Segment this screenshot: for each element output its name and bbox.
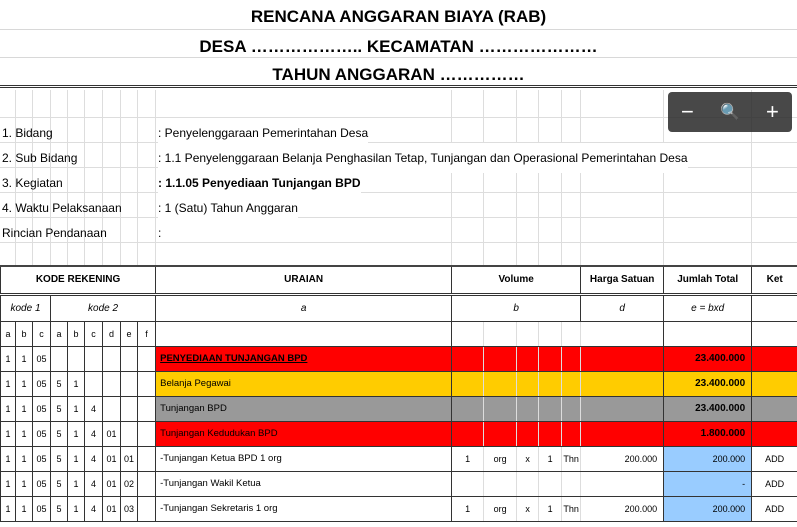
volume-cell bbox=[539, 371, 562, 396]
volume-cell: org bbox=[484, 446, 517, 471]
code-cell: 05 bbox=[33, 446, 51, 471]
info-sub-bidang bbox=[0, 143, 797, 168]
code-cell: 1 bbox=[68, 421, 85, 446]
volume-cell bbox=[484, 421, 517, 446]
code-cell: 1 bbox=[1, 446, 16, 471]
code-cell: 1 bbox=[16, 446, 33, 471]
table-row bbox=[1, 371, 797, 396]
volume-cell bbox=[539, 421, 562, 446]
jumlah-total-cell: 200.000 bbox=[664, 496, 752, 521]
uraian-cell: Tunjangan Kedudukan BPD bbox=[156, 421, 452, 446]
volume-cell bbox=[452, 396, 484, 421]
code-cell: 1 bbox=[68, 496, 85, 521]
subheader-kode2: kode 2 bbox=[51, 294, 156, 321]
code-cell: 5 bbox=[51, 421, 68, 446]
table-row bbox=[1, 471, 797, 496]
jumlah-total-cell: 23.400.000 bbox=[664, 371, 752, 396]
doc-subtitle-tahun: TAHUN ANGGARAN …………… bbox=[0, 58, 797, 88]
subheader-b: b bbox=[452, 294, 581, 321]
zoom-controls bbox=[668, 92, 792, 132]
code-cell: 4 bbox=[85, 471, 103, 496]
volume-cell bbox=[539, 346, 562, 371]
table-row bbox=[1, 496, 797, 521]
code-cell: 1 bbox=[68, 396, 85, 421]
code-cell: 5 bbox=[51, 471, 68, 496]
info-label: 3. Kegiatan bbox=[2, 176, 63, 190]
table-row bbox=[1, 421, 797, 446]
code-cell: 1 bbox=[68, 371, 85, 396]
harga-satuan-cell bbox=[581, 421, 664, 446]
table-row bbox=[1, 346, 797, 371]
zoom-reset-icon[interactable]: 🔍 bbox=[720, 104, 740, 121]
code-letter: c bbox=[85, 321, 103, 346]
header-kode-rekening: KODE REKENING bbox=[1, 266, 156, 294]
code-cell bbox=[121, 371, 138, 396]
harga-satuan-cell: 200.000 bbox=[581, 446, 664, 471]
volume-cell: 1 bbox=[539, 446, 562, 471]
code-cell bbox=[138, 371, 156, 396]
info-value: : bbox=[158, 226, 162, 240]
info-value: : 1.1 Penyelenggaraan Belanja Penghasilan Tetap, Tunjangan dan Operasional Pemerintahan Desa bbox=[158, 143, 688, 173]
code-cell bbox=[138, 471, 156, 496]
code-cell: 1 bbox=[16, 496, 33, 521]
subheader-kode1: kode 1 bbox=[1, 294, 51, 321]
header-ket: Ket bbox=[752, 266, 797, 294]
code-cell: 1 bbox=[1, 371, 16, 396]
volume-cell bbox=[517, 346, 539, 371]
jumlah-total-cell: 23.400.000 bbox=[664, 396, 752, 421]
volume-cell: 1 bbox=[452, 446, 484, 471]
jumlah-total-cell: - bbox=[664, 471, 752, 496]
volume-cell bbox=[562, 421, 581, 446]
volume-cell: Thn bbox=[562, 446, 581, 471]
volume-cell bbox=[484, 346, 517, 371]
code-cell bbox=[121, 346, 138, 371]
info-rincian bbox=[0, 218, 797, 243]
info-value: : 1.1.05 Penyediaan Tunjangan BPD bbox=[158, 168, 361, 198]
code-cell: 1 bbox=[1, 346, 16, 371]
code-letter-row bbox=[1, 321, 797, 346]
code-cell bbox=[103, 396, 121, 421]
code-cell: 1 bbox=[1, 471, 16, 496]
table-row bbox=[1, 446, 797, 471]
volume-cell bbox=[452, 471, 484, 496]
harga-satuan-cell: 200.000 bbox=[581, 496, 664, 521]
code-cell: 1 bbox=[16, 421, 33, 446]
volume-cell bbox=[484, 371, 517, 396]
volume-cell bbox=[517, 396, 539, 421]
uraian-cell: PENYEDIAAN TUNJANGAN BPD bbox=[156, 346, 452, 371]
empty-cell bbox=[664, 321, 752, 346]
code-cell bbox=[138, 496, 156, 521]
volume-cell bbox=[562, 371, 581, 396]
volume-cell bbox=[484, 471, 517, 496]
ket-cell bbox=[752, 421, 797, 446]
zoom-in-button[interactable]: + bbox=[766, 99, 779, 124]
code-cell: 05 bbox=[33, 496, 51, 521]
code-cell bbox=[85, 346, 103, 371]
rab-table bbox=[0, 265, 797, 522]
code-cell: 1 bbox=[1, 421, 16, 446]
code-letter: b bbox=[68, 321, 85, 346]
code-cell: 4 bbox=[85, 446, 103, 471]
volume-cell bbox=[452, 421, 484, 446]
code-cell: 1 bbox=[16, 471, 33, 496]
header-jumlah-total: Jumlah Total bbox=[664, 266, 752, 294]
info-kegiatan bbox=[0, 168, 797, 193]
empty-cell bbox=[752, 294, 797, 321]
uraian-cell: -Tunjangan Sekretaris 1 org bbox=[156, 496, 452, 521]
info-label: 2. Sub Bidang bbox=[2, 151, 78, 165]
code-cell bbox=[68, 346, 85, 371]
harga-satuan-cell bbox=[581, 396, 664, 421]
empty-cell bbox=[156, 321, 452, 346]
code-cell bbox=[51, 346, 68, 371]
code-cell bbox=[138, 346, 156, 371]
code-cell: 05 bbox=[33, 346, 51, 371]
code-cell bbox=[121, 396, 138, 421]
code-cell: 5 bbox=[51, 371, 68, 396]
volume-cell: Thn bbox=[562, 496, 581, 521]
code-cell: 05 bbox=[33, 421, 51, 446]
empty-cell bbox=[539, 321, 562, 346]
volume-cell bbox=[517, 421, 539, 446]
code-cell: 01 bbox=[103, 446, 121, 471]
jumlah-total-cell: 1.800.000 bbox=[664, 421, 752, 446]
code-letter: c bbox=[33, 321, 51, 346]
volume-cell: 1 bbox=[452, 496, 484, 521]
harga-satuan-cell bbox=[581, 371, 664, 396]
code-cell: 01 bbox=[121, 446, 138, 471]
volume-cell: 1 bbox=[539, 496, 562, 521]
ket-cell bbox=[752, 396, 797, 421]
info-waktu bbox=[0, 193, 797, 218]
code-letter: a bbox=[1, 321, 16, 346]
code-cell: 1 bbox=[1, 396, 16, 421]
code-cell bbox=[138, 421, 156, 446]
code-cell: 4 bbox=[85, 496, 103, 521]
header-row bbox=[1, 266, 797, 294]
code-cell bbox=[138, 446, 156, 471]
doc-subtitle-desa: DESA ……………….. KECAMATAN ………………… bbox=[0, 30, 797, 58]
header-uraian: URAIAN bbox=[156, 266, 452, 294]
uraian-cell: -Tunjangan Wakil Ketua bbox=[156, 471, 452, 496]
volume-cell: x bbox=[517, 446, 539, 471]
code-cell: 1 bbox=[68, 471, 85, 496]
info-label: 4. Waktu Pelaksanaan bbox=[2, 201, 122, 215]
volume-cell: org bbox=[484, 496, 517, 521]
subheader-e: e = bxd bbox=[664, 294, 752, 321]
code-letter: f bbox=[138, 321, 156, 346]
code-letter: b bbox=[16, 321, 33, 346]
code-letter: d bbox=[103, 321, 121, 346]
empty-cell bbox=[452, 321, 484, 346]
info-value: : 1 (Satu) Tahun Anggaran bbox=[158, 193, 298, 223]
code-cell: 1 bbox=[16, 371, 33, 396]
code-cell bbox=[103, 346, 121, 371]
info-label: Rincian Pendanaan bbox=[2, 226, 107, 240]
header-harga-satuan: Harga Satuan bbox=[581, 266, 664, 294]
code-cell: 4 bbox=[85, 421, 103, 446]
uraian-cell: -Tunjangan Ketua BPD 1 org bbox=[156, 446, 452, 471]
subheader-row bbox=[1, 294, 797, 321]
code-cell: 1 bbox=[68, 446, 85, 471]
volume-cell bbox=[517, 371, 539, 396]
code-cell bbox=[103, 371, 121, 396]
empty-cell bbox=[581, 321, 664, 346]
info-value: : Penyelenggaraan Pemerintahan Desa bbox=[158, 118, 368, 148]
empty-cell bbox=[484, 321, 517, 346]
volume-cell bbox=[517, 471, 539, 496]
uraian-cell: Belanja Pegawai bbox=[156, 371, 452, 396]
ket-cell bbox=[752, 371, 797, 396]
code-cell: 03 bbox=[121, 496, 138, 521]
code-cell: 4 bbox=[85, 396, 103, 421]
code-cell: 1 bbox=[16, 396, 33, 421]
volume-cell bbox=[562, 471, 581, 496]
harga-satuan-cell bbox=[581, 346, 664, 371]
info-label: 1. Bidang bbox=[2, 126, 53, 140]
volume-cell: x bbox=[517, 496, 539, 521]
code-letter: a bbox=[51, 321, 68, 346]
code-cell: 05 bbox=[33, 371, 51, 396]
code-cell bbox=[85, 371, 103, 396]
code-cell: 1 bbox=[16, 346, 33, 371]
volume-cell bbox=[539, 396, 562, 421]
zoom-out-button[interactable]: − bbox=[681, 99, 694, 124]
empty-cell bbox=[752, 321, 797, 346]
code-cell: 02 bbox=[121, 471, 138, 496]
volume-cell bbox=[539, 471, 562, 496]
code-cell: 5 bbox=[51, 496, 68, 521]
header-volume: Volume bbox=[452, 266, 581, 294]
subheader-a: a bbox=[156, 294, 452, 321]
uraian-cell: Tunjangan BPD bbox=[156, 396, 452, 421]
ket-cell: ADD bbox=[752, 471, 797, 496]
code-cell: 5 bbox=[51, 446, 68, 471]
ket-cell: ADD bbox=[752, 446, 797, 471]
ket-cell bbox=[752, 346, 797, 371]
subheader-d: d bbox=[581, 294, 664, 321]
code-letter: e bbox=[121, 321, 138, 346]
volume-cell bbox=[452, 371, 484, 396]
code-cell: 05 bbox=[33, 471, 51, 496]
empty-cell bbox=[562, 321, 581, 346]
empty-cell bbox=[517, 321, 539, 346]
code-cell: 01 bbox=[103, 471, 121, 496]
volume-cell bbox=[562, 396, 581, 421]
code-cell: 01 bbox=[103, 496, 121, 521]
code-cell: 05 bbox=[33, 396, 51, 421]
jumlah-total-cell: 200.000 bbox=[664, 446, 752, 471]
code-cell bbox=[121, 421, 138, 446]
volume-cell bbox=[562, 346, 581, 371]
ket-cell: ADD bbox=[752, 496, 797, 521]
jumlah-total-cell: 23.400.000 bbox=[664, 346, 752, 371]
code-cell: 5 bbox=[51, 396, 68, 421]
code-cell: 1 bbox=[1, 496, 16, 521]
harga-satuan-cell bbox=[581, 471, 664, 496]
volume-cell bbox=[452, 346, 484, 371]
table-row bbox=[1, 396, 797, 421]
code-cell: 01 bbox=[103, 421, 121, 446]
volume-cell bbox=[484, 396, 517, 421]
doc-title: RENCANA ANGGARAN BIAYA (RAB) bbox=[0, 0, 797, 30]
code-cell bbox=[138, 396, 156, 421]
